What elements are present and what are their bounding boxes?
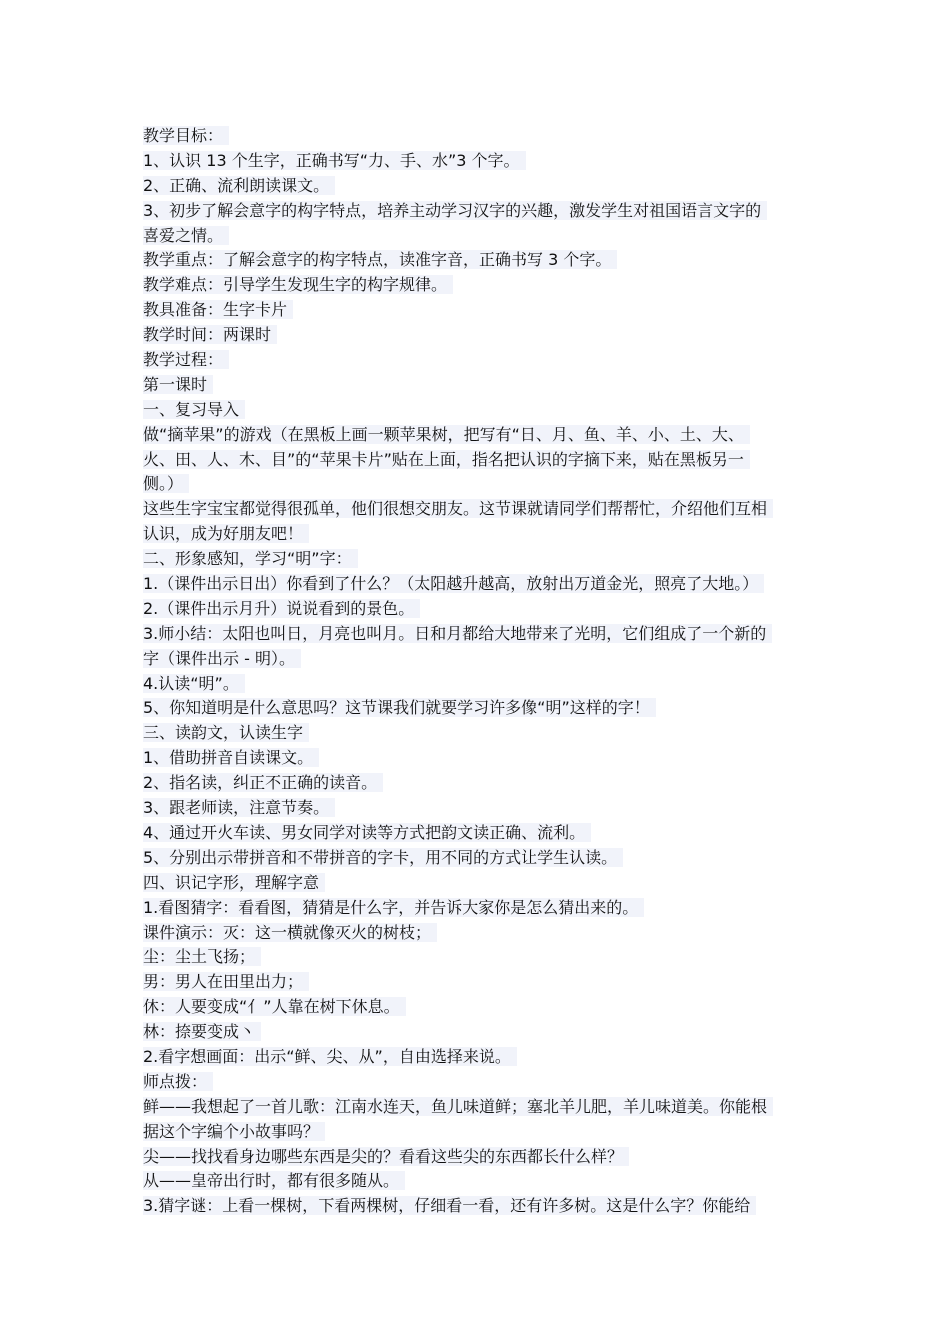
text-line <box>143 323 813 348</box>
text-line <box>143 572 813 597</box>
line-text: 三、读韵文，认读生字 <box>143 723 309 742</box>
text-line <box>143 796 813 821</box>
text-line <box>143 696 813 721</box>
line-text: 鲜——我想起了一首儿歌：江南水连天，鱼儿味道鲜；塞北羊儿肥，羊儿味道美。你能根 <box>143 1097 773 1116</box>
text-line <box>143 273 813 298</box>
text-line <box>143 921 813 946</box>
text-line <box>143 597 813 622</box>
line-text: 火、田、人、木、目”的“苹果卡片”贴在上面，指名把认识的字摘下来，贴在黑板另一 <box>143 450 750 469</box>
line-text: 男：男人在田里出力； <box>143 972 309 991</box>
line-text: 做“摘苹果”的游戏（在黑板上画一颗苹果树，把写有“日、月、鱼、羊、小、土、大、 <box>143 425 750 444</box>
line-text: 2、指名读，纠正不正确的读音。 <box>143 773 383 792</box>
line-text: 4.认读“明”。 <box>143 674 245 693</box>
text-line <box>143 896 813 921</box>
text-line <box>143 995 813 1020</box>
text-line <box>143 174 813 199</box>
text-line <box>143 448 813 473</box>
line-text: 1、借助拼音自读课文。 <box>143 748 319 767</box>
line-text: 从——皇帝出行时，都有很多随从。 <box>143 1171 405 1190</box>
line-text: 1.看图猜字：看看图，猜猜是什么字，并告诉大家你是怎么猜出来的。 <box>143 898 644 917</box>
line-text: 侧。） <box>143 474 189 493</box>
line-text: 3.猜字谜：上看一棵树，下看两棵树，仔细看一看，还有许多树。这是什么字？你能给 <box>143 1196 756 1215</box>
line-text: 3、跟老师读，注意节奏。 <box>143 798 335 817</box>
text-line <box>143 298 813 323</box>
line-text: 师点拨： <box>143 1072 213 1091</box>
text-line <box>143 224 813 249</box>
text-line <box>143 497 813 522</box>
text-line <box>143 622 813 647</box>
text-line <box>143 721 813 746</box>
text-line <box>143 1070 813 1095</box>
line-text: 3、初步了解会意字的构字特点，培养主动学习汉字的兴趣，激发学生对祖国语言文字的 <box>143 201 767 220</box>
line-text: 1、认识 13 个生字，正确书写“力、手、水”3 个字。 <box>143 151 526 170</box>
line-text: 4、通过开火车读、男女同学对读等方式把韵文读正确、流利。 <box>143 823 591 842</box>
line-text: 5、你知道明是什么意思吗？这节课我们就要学习许多像“明”这样的字！ <box>143 698 656 717</box>
text-line <box>143 248 813 273</box>
line-text: 教学重点：了解会意字的构字特点，读准字音，正确书写 3 个字。 <box>143 250 617 269</box>
line-text: 字（课件出示 - 明）。 <box>143 649 301 668</box>
text-line <box>143 746 813 771</box>
text-line <box>143 1145 813 1170</box>
text-line <box>143 970 813 995</box>
line-text: 认识，成为好朋友吧！ <box>143 524 309 543</box>
line-text: 据这个字编个小故事吗？ <box>143 1122 325 1141</box>
line-text: 1.（课件出示日出）你看到了什么？（太阳越升越高，放射出万道金光，照亮了大地。） <box>143 574 764 593</box>
line-text: 2、正确、流利朗读课文。 <box>143 176 335 195</box>
text-line <box>143 1169 813 1194</box>
text-line <box>143 149 813 174</box>
text-line <box>143 1045 813 1070</box>
text-line <box>143 348 813 373</box>
line-text: 林：捺要变成丶 <box>143 1022 261 1041</box>
text-line <box>143 1095 813 1120</box>
text-line <box>143 1020 813 1045</box>
text-line <box>143 945 813 970</box>
text-line <box>143 423 813 448</box>
line-text: 尘：尘土飞扬； <box>143 947 261 966</box>
text-line <box>143 373 813 398</box>
text-line <box>143 846 813 871</box>
text-line <box>143 1120 813 1145</box>
text-line <box>143 472 813 497</box>
line-text: 教学难点：引导学生发现生字的构字规律。 <box>143 275 453 294</box>
line-text: 二、形象感知，学习“明”字： <box>143 549 358 568</box>
line-text: 休：人要变成“亻”人靠在树下休息。 <box>143 997 406 1016</box>
line-text: 教具准备：生字卡片 <box>143 300 293 319</box>
text-line <box>143 771 813 796</box>
text-line <box>143 199 813 224</box>
text-line <box>143 871 813 896</box>
text-line <box>143 522 813 547</box>
line-text: 2.看字想画面：出示“鲜、尖、从”，自由选择来说。 <box>143 1047 517 1066</box>
line-text: 喜爱之情。 <box>143 226 229 245</box>
line-text: 一、复习导入 <box>143 400 245 419</box>
text-line <box>143 647 813 672</box>
document-body <box>143 124 813 1219</box>
text-line <box>143 672 813 697</box>
text-line <box>143 821 813 846</box>
line-text: 3.师小结：太阳也叫日，月亮也叫月。日和月都给大地带来了光明，它们组成了一个新的 <box>143 624 772 643</box>
text-line <box>143 398 813 423</box>
line-text: 教学目标： <box>143 126 229 145</box>
text-line <box>143 124 813 149</box>
text-line <box>143 1194 813 1219</box>
line-text: 课件演示：灭：这一横就像灭火的树枝； <box>143 923 437 942</box>
line-text: 这些生字宝宝都觉得很孤单，他们很想交朋友。这节课就请同学们帮帮忙，介绍他们互相 <box>143 499 773 518</box>
line-text: 教学过程： <box>143 350 229 369</box>
line-text: 尖——找找看身边哪些东西是尖的？看看这些尖的东西都长什么样？ <box>143 1147 629 1166</box>
line-text: 5、分别出示带拼音和不带拼音的字卡，用不同的方式让学生认读。 <box>143 848 623 867</box>
line-text: 教学时间：两课时 <box>143 325 277 344</box>
line-text: 四、识记字形，理解字意 <box>143 873 325 892</box>
line-text: 第一课时 <box>143 375 213 394</box>
text-line <box>143 547 813 572</box>
line-text: 2.（课件出示月升）说说看到的景色。 <box>143 599 420 618</box>
